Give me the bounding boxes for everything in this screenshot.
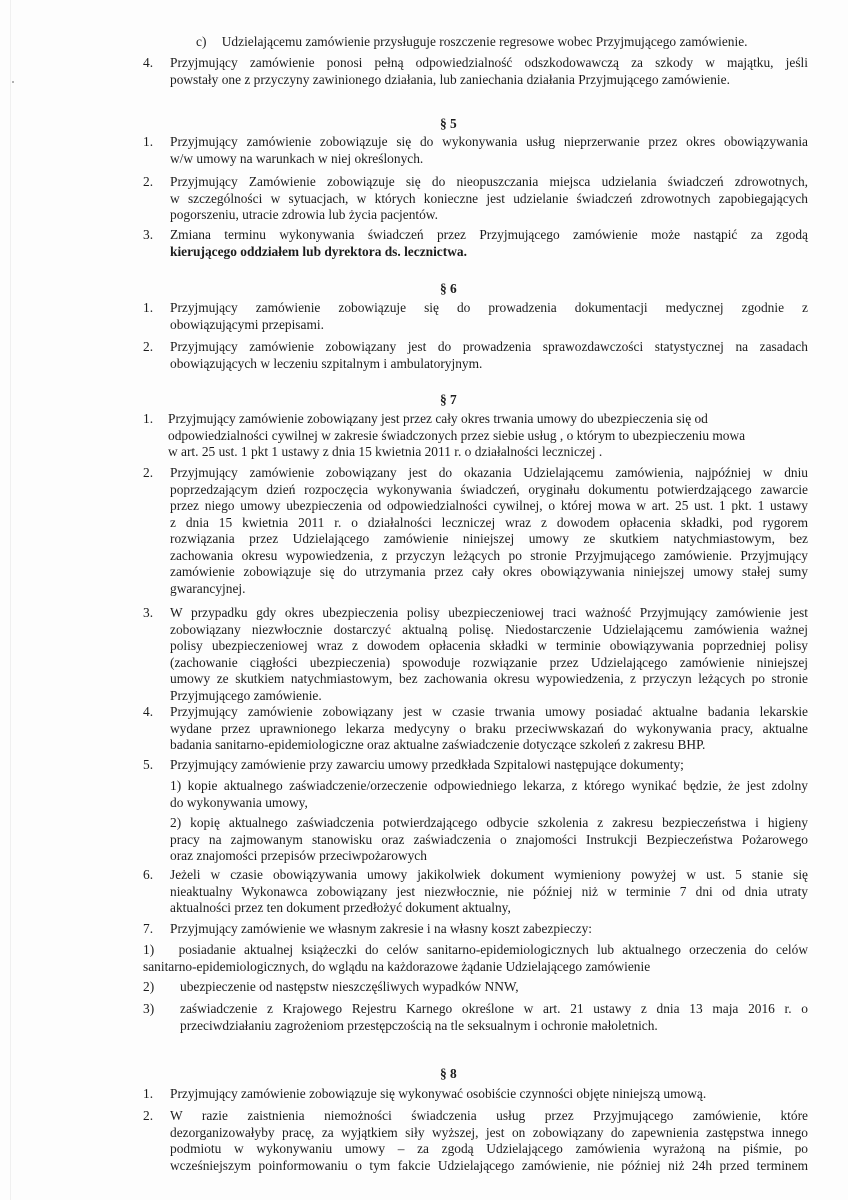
line: nieaktualny Wykonawca zobowiązany jest niezwłocznie, nie później niż w terminie 7 dni od dnia utraty	[170, 883, 808, 899]
sub-paragraph	[143, 942, 808, 975]
item-number: 3.	[143, 605, 154, 620]
item-number: 1.	[143, 300, 154, 315]
line: Przyjmujący zamówienie we własnym zakresie i na własny koszt zabezpieczy:	[170, 921, 593, 936]
line: wydane przez uprawnionego lekarza medycyny o braku przeciwwskazań do wykonywania pracy, aktualne	[170, 720, 808, 736]
item-number: 1.	[143, 411, 154, 426]
line: Przyjmujący zamówienie zobowiązuje się wykonywać osobiście czynności objęte niniejszą umową.	[170, 1086, 707, 1101]
line: (zachowanie ciągłości ubezpieczenia) spowoduje rozwiązanie przez Udzielającego zamówienie niniejszej	[170, 654, 808, 670]
line: Zmiana terminu wykonywania świadczeń przez Przyjmującego zamówienie może nastąpić za zgodą	[170, 227, 808, 242]
line: Przyjmujący zamówienie zobowiązuje się do wykonywania usług nieprzerwanie przez okres obowiązywania	[170, 134, 808, 149]
item-number: 4.	[143, 55, 154, 70]
line: wcześniejszym poinformowaniu o tym fakcie Udzielającego zamówienie, nie później niż 24h przed terminem	[170, 1157, 808, 1173]
line: Przyjmujący zamówienie zobowiązany jest do prowadzenia sprawozdawczości statystycznej na zasadach	[170, 339, 808, 354]
bold-line: kierującego oddziałem lub dyrektora ds. lecznictwa.	[170, 243, 467, 259]
paragraph	[170, 174, 808, 224]
item-number: 3.	[143, 227, 154, 242]
line: do wykonywania umowy,	[170, 794, 308, 810]
paragraph	[170, 134, 808, 167]
item-number: 6.	[143, 867, 154, 882]
item-label: c)	[196, 34, 207, 49]
sub-number: 3)	[143, 1001, 155, 1016]
item-number: 2.	[143, 1108, 154, 1123]
section-heading: § 7	[440, 392, 457, 407]
line: sanitarno-epidemiologicznych, do wglądu na każdorazowe żądanie Udzielającego zamówienie	[143, 958, 651, 974]
line: oraz znajomości przepisów przeciwpożarowych	[170, 848, 427, 863]
line: Przyjmującego zamówienie.	[170, 687, 322, 703]
item-number: 5.	[143, 757, 154, 772]
paragraph	[170, 300, 808, 333]
line: Przyjmujący zamówienie zobowiązany jest przez cały okres trwania umowy do ubezpieczenia się od	[168, 411, 708, 426]
line: Jeżeli w czasie obowiązywania umowy jakikolwiek dokument wymieniony powyżej w ust. 5 stanie się	[170, 867, 808, 882]
line: ubezpieczenie od następstw nieszczęśliwych wypadków NNW,	[180, 979, 519, 994]
line: posiadanie aktualnej książeczki do celów sanitarno-epidemiologicznych lub aktualnego orzeczenia do celów	[178, 942, 808, 957]
line: pracy na zajmowanym stanowisku oraz zaświadczenia o znajomości Instrukcji Bezpieczeństwa Pożarowego	[170, 831, 808, 847]
line: dezorganizowałyby pracę, za wyjątkiem siły wyższej, jest on zobowiązany do zapewnienia zastępstwa innego	[170, 1124, 808, 1140]
item-text: Udzielającemu zamówienie przysługuje roszczenie regresowe wobec Przyjmującego zamówienie.	[221, 34, 748, 49]
line: pogorszeniu, utracie zdrowia lub życia pacjentów.	[170, 207, 438, 222]
line: rozwiązania przez Udzielającego zamówienie niniejszej umowy ze skutkiem natychmiastowym, bez	[170, 531, 808, 546]
line: przeciwdziałaniu zagrożeniom przestępczością na tle seksualnym i ochronie małoletnich.	[180, 1017, 658, 1033]
line: umowy ze skutkiem natychmiastowym, bez zachowania okresu wypowiedzenia, z przyczyn leżących po stronie	[170, 671, 808, 686]
line: Przyjmujący zamówienie przy zawarciu umowy przedkłada Szpitalowi następujące dokumenty;	[170, 757, 684, 772]
line: zobowiązany niezwłocznie dostarczyć aktualną polisę. Niedostarczenie Udzielającemu zamówienia ważnej	[170, 621, 808, 637]
line: poprzedzającym dzień rozpoczęcia wykonywania świadczeń, oryginału dokumentu potwierdzającego zawarcie	[170, 481, 808, 497]
line: w art. 25 ust. 1 pkt 1 ustawy z dnia 15 kwietnia 2011 r. o działalności leczniczej .	[168, 444, 603, 459]
paragraph	[170, 339, 808, 372]
sub-number: 1)	[143, 942, 155, 957]
item-number: 7.	[143, 921, 154, 936]
paragraph	[170, 704, 808, 754]
section-heading: § 8	[440, 1066, 457, 1081]
line: Przyjmujący zamówienie zobowiązuje się do prowadzenia dokumentacji medycznej zgodnie z	[170, 300, 808, 315]
item-number: 1.	[143, 1086, 154, 1101]
line: 1) kopie aktualnego zaświadczenie/orzeczenie odpowiedniego lekarza, z którego wynikać będzie, że jest zdolny	[170, 778, 808, 793]
line: Przyjmujący Zamówienie zobowiązuje się do nieopuszczania miejsca udzielania świadczeń zdrowotnych,	[170, 174, 808, 189]
sub-paragraph	[170, 815, 808, 865]
line: W przypadku gdy okres ubezpieczenia polisy ubezpieczeniowej traci ważność Przyjmujący zamówienie jest	[170, 605, 808, 620]
paragraph	[170, 55, 808, 88]
item-number: 2.	[143, 339, 154, 354]
page-edge	[10, 0, 11, 1200]
line: W razie zaistnienia niemożności świadczenia usług przez Przyjmującego zamówienie, które	[170, 1108, 808, 1123]
item-number: 2.	[143, 174, 154, 189]
line: badania sanitarno-epidemiologiczne oraz aktualne zaświadczenie dotyczące szkoleń z zakresu BHP.	[170, 737, 706, 752]
line: obowiązujących w leczeniu szpitalnym i ambulatoryjnym.	[170, 355, 483, 371]
line: podmiotu w wykonywaniu umowy – za zgodą Udzielającego zamówienia wyrażoną na piśmie, po	[170, 1141, 808, 1156]
item-c	[196, 34, 816, 51]
line: Przyjmujący zamówienie ponosi pełną odpowiedzialność odszkodowawczą za szkody w majątku, jeśli	[170, 55, 808, 70]
line: zachowania okresu wypowiedzenia, z przyczyn leżących po stronie Przyjmującego zamówienie. Przyjmujący	[170, 547, 808, 563]
line: Przyjmujący zamówienie zobowiązany jest do okazania Udzielającemu zamówienia, najpóźniej w dniu	[170, 465, 808, 480]
paragraph	[170, 921, 808, 938]
line: polisy ubezpieczeniowej wraz z dowodem opłacenia składki w terminie obowiązywania poprzedniej polisy	[170, 638, 808, 653]
line: w/w umowy na warunkach w niej określonych.	[170, 150, 424, 166]
line: 2) kopię aktualnego zaświadczenia potwierdzającego odbycie szkolenia z zakresu bezpieczeństwa i higieny	[170, 815, 808, 830]
line: odpowiedzialności cywilnej w zakresie świadczonych przez siebie usług , o którym to ubezpieczeniu mowa	[168, 427, 746, 443]
sub-paragraph	[180, 1001, 808, 1034]
item-number: 1.	[143, 134, 154, 149]
paragraph	[170, 757, 808, 774]
section-heading: § 6	[440, 281, 457, 296]
paragraph	[170, 227, 808, 260]
paragraph	[170, 867, 808, 917]
section-heading: § 5	[440, 116, 457, 131]
line: Przyjmujący zamówienie zobowiązany jest w czasie trwania umowy posiadać aktualne badania lekarskie	[170, 704, 808, 719]
line: obowiązującymi przepisami.	[170, 316, 324, 332]
paragraph	[170, 1108, 808, 1174]
paragraph	[168, 411, 808, 461]
sub-paragraph	[180, 979, 808, 996]
paragraph	[170, 1086, 808, 1103]
item-number: 4.	[143, 704, 154, 719]
line: aktualności przez ten dokument przedłożyć dokument aktualny,	[170, 900, 511, 915]
line: w szczególności w sytuacjach, w których konieczne jest udzielanie świadczeń zdrowotnych zapobiegających	[170, 190, 808, 206]
line: powstały one z przyczyny zawinionego działania, lub zaniechania działania Przyjmującego zamówienie.	[170, 71, 730, 87]
item-number: 2.	[143, 465, 154, 480]
sub-number: 2)	[143, 979, 155, 994]
sub-paragraph	[170, 778, 808, 811]
line: z dnia 15 kwietnia 2011 r. o działalności leczniczej wraz z dowodem opłacenia składki, pod rygorem	[170, 514, 808, 530]
line: zamówienie zobowiązuje się do utrzymania przez cały okres obowiązywania niniejszej umowy stałej sumy	[170, 564, 808, 579]
line: gwarancyjnej.	[170, 580, 246, 596]
line: zaświadczenie z Krajowego Rejestru Karnego określone w art. 21 ustawy z dnia 13 maja 2016 r. o	[180, 1001, 808, 1016]
scan-mark	[12, 81, 14, 83]
paragraph	[170, 605, 808, 704]
paragraph	[170, 465, 808, 597]
line: przez niego umowy ubezpieczenia od odpowiedzialności cywilnej, o której mowa w art. 25 ust. 1 pkt. 1 ustawy	[170, 498, 808, 513]
